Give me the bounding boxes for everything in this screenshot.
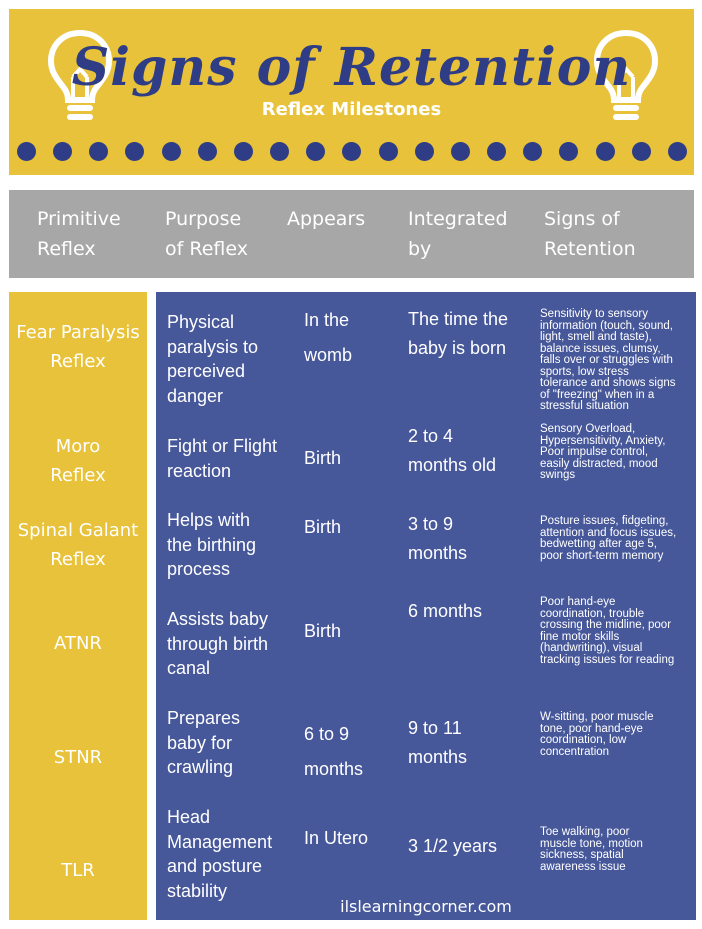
text-line: sports, low stress (540, 365, 629, 378)
text-line: Reflex (50, 549, 106, 570)
dot (89, 142, 108, 161)
text-line: canal (167, 658, 211, 678)
text-line: danger (167, 385, 224, 406)
text-line: 9 to 11 (408, 718, 462, 738)
text-line: months (408, 747, 468, 767)
purpose-cell (167, 434, 277, 483)
table-body (156, 292, 696, 920)
text-line: by (408, 238, 432, 260)
appears-cell (304, 510, 341, 545)
text-line: (handwriting), visual (540, 642, 643, 654)
text-line: tracking issues for reading (540, 653, 675, 666)
dot (125, 142, 144, 161)
text-line: Birth (304, 621, 342, 641)
text-line: Moro (55, 436, 101, 457)
dot (162, 142, 181, 161)
text-line: Toe walking, poor (540, 826, 630, 838)
integrated-cell (408, 305, 508, 363)
purpose-cell (167, 508, 256, 582)
text-line: tone, poor hand-eye (540, 722, 643, 735)
text-line: stability (167, 880, 228, 901)
integrated-cell (408, 510, 467, 568)
appears-cell (304, 614, 341, 649)
integrated-cell (408, 597, 482, 626)
reflex-name (9, 629, 147, 658)
text-line: swings (540, 469, 576, 481)
text-line: awareness issue (540, 860, 626, 873)
signs-cell (540, 597, 690, 666)
dot-divider (17, 142, 687, 164)
text-line: attention and focus issues, (540, 526, 677, 539)
signs-cell (540, 827, 690, 873)
dot (451, 142, 470, 161)
text-line: of Reflex (165, 238, 248, 260)
text-line: Spinal Galant (17, 520, 139, 541)
text-line: Posture issues, fidgeting, (540, 515, 669, 527)
text-line: 6 months (408, 601, 483, 621)
text-line: poor short-term memory (540, 549, 664, 562)
text-line: muscle tone, motion (540, 837, 643, 850)
text-line: womb (304, 345, 353, 365)
signs-cell (540, 424, 690, 482)
text-line: Purpose (165, 208, 242, 230)
text-line: months old (408, 455, 497, 475)
page-title: Signs of Retention (71, 37, 632, 98)
integrated-cell (408, 714, 467, 772)
text-line: 3 1/2 years (408, 836, 498, 856)
text-line: information (touch, sound, (540, 319, 673, 332)
signs-cell (540, 712, 690, 758)
appears-cell (304, 441, 341, 476)
text-line: Fight or Flight (167, 436, 278, 456)
header-appears (287, 204, 365, 234)
text-line: reaction (167, 460, 232, 481)
appears-cell (304, 717, 363, 787)
text-line: coordination, low (540, 734, 627, 746)
reflex-name (9, 743, 147, 772)
integrated-cell (408, 832, 497, 861)
purpose-cell (167, 310, 258, 408)
text-line: process (167, 559, 231, 579)
dot (342, 142, 361, 161)
text-line: In Utero (304, 828, 369, 848)
text-line: Management (167, 831, 273, 852)
reflex-column (9, 292, 147, 920)
purpose-cell (167, 805, 272, 903)
table-header (9, 190, 694, 278)
text-line: W-sitting, poor muscle (540, 711, 654, 723)
appears-cell (304, 303, 352, 373)
dot (379, 142, 398, 161)
text-line: fine motor skills (540, 630, 620, 643)
text-line: STNR (53, 747, 103, 768)
text-line: Hypersensitivity, Anxiety, (540, 434, 666, 447)
integrated-cell (408, 422, 496, 480)
text-line: The time the (408, 309, 509, 329)
text-line: 2 to 4 (408, 426, 454, 446)
dot (668, 142, 687, 161)
dot (559, 142, 578, 161)
text-line: coordination, trouble (540, 607, 645, 620)
website-footer: ilslearningcorner.com (340, 897, 512, 916)
dot (270, 142, 289, 161)
text-line: TLR (61, 860, 95, 881)
text-line: balance issues, clumsy, (540, 342, 661, 355)
text-line: paralysis to (167, 336, 259, 357)
text-line: months (408, 543, 468, 563)
text-line: falls over or struggles with (540, 354, 673, 366)
text-line: Poor impulse control, (540, 446, 649, 458)
purpose-cell (167, 607, 268, 681)
text-line: Assists baby (167, 609, 269, 629)
text-line: concentration (540, 745, 610, 758)
text-line: Integrated (408, 208, 508, 230)
text-line: ATNR (54, 633, 102, 654)
text-line: Prepares (167, 708, 241, 728)
text-line: Retention (544, 238, 636, 260)
text-line: months (304, 759, 364, 779)
dot (523, 142, 542, 161)
text-line: 6 to 9 (304, 724, 350, 744)
text-line: perceived (167, 361, 246, 381)
reflex-name (9, 856, 147, 885)
text-line: Physical (167, 312, 235, 332)
text-line: easily distracted, mood (540, 457, 658, 470)
text-line: Poor hand-eye (540, 596, 616, 608)
text-line: Primitive (37, 208, 121, 230)
text-line: crossing the midline, poor (540, 619, 672, 631)
text-line: light, smell and taste), (540, 331, 652, 343)
dot (53, 142, 72, 161)
dot (17, 142, 36, 161)
text-line: Reflex (50, 351, 106, 372)
text-line: the birthing (167, 534, 257, 555)
dot (632, 142, 651, 161)
header-primitive-reflex (37, 204, 121, 264)
text-line: Sensitivity to sensory (540, 308, 649, 320)
dot (487, 142, 506, 161)
title-banner (9, 9, 694, 175)
dot (415, 142, 434, 161)
text-line: Sensory Overload, (540, 423, 636, 435)
text-line: In the (304, 310, 350, 330)
header-integrated-by (408, 204, 508, 264)
dot (234, 142, 253, 161)
text-line: Reflex (50, 465, 106, 486)
text-line: Signs of (544, 208, 620, 230)
page-subtitle: Reflex Milestones (261, 99, 442, 120)
text-line: Appears (287, 208, 366, 230)
text-line: Birth (304, 448, 342, 468)
text-line: Head (167, 807, 211, 827)
text-line: tolerance and shows signs (540, 377, 676, 389)
purpose-cell (167, 706, 240, 780)
text-line: stressful situation (540, 400, 629, 412)
text-line: Birth (304, 517, 342, 537)
header-purpose (165, 204, 248, 264)
dot (306, 142, 325, 161)
text-line: crawling (167, 757, 234, 777)
appears-cell (304, 821, 368, 856)
signs-cell (540, 516, 690, 562)
signs-cell (540, 309, 690, 413)
text-line: of "freezing" when in a (540, 388, 655, 401)
text-line: through birth (167, 633, 269, 654)
dot (596, 142, 615, 161)
header-signs-of-retention (544, 204, 636, 264)
text-line: Helps with (167, 510, 251, 530)
dot (198, 142, 217, 161)
text-line: and posture (167, 856, 263, 876)
reflex-name (9, 318, 147, 376)
text-line: Reflex (37, 238, 96, 260)
text-line: sickness, spatial (540, 849, 624, 861)
text-line: baby for (167, 732, 233, 753)
reflex-name (9, 516, 147, 574)
text-line: 3 to 9 (408, 514, 454, 534)
text-line: Fear Paralysis (16, 322, 140, 343)
text-line: baby is born (408, 338, 507, 358)
text-line: bedwetting after age 5, (540, 538, 657, 550)
reflex-name (9, 432, 147, 490)
